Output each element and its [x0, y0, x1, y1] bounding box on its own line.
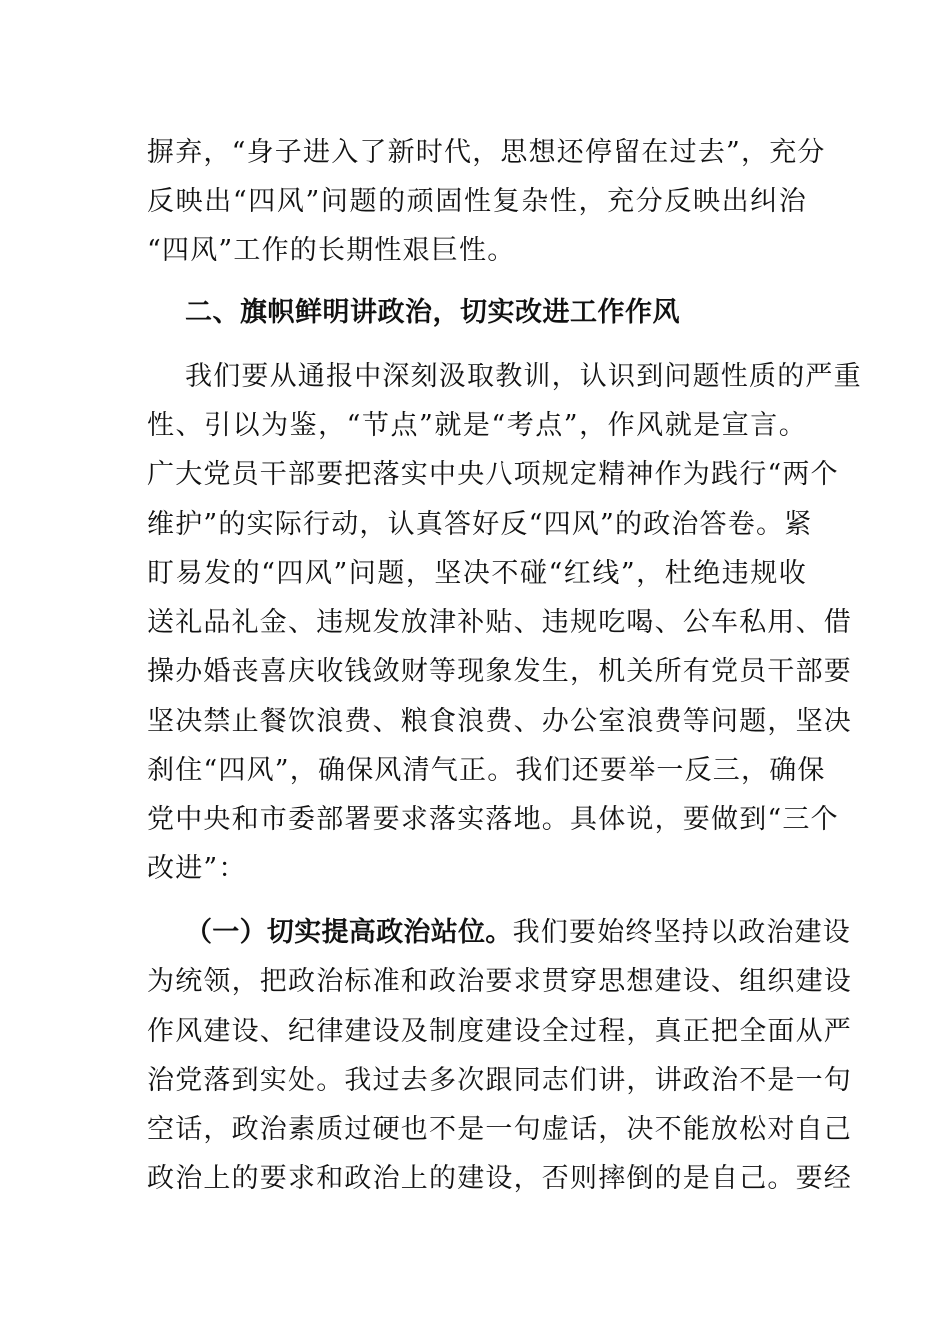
- intro-line-1: 摒弃，“身子进入了新时代，思想还停留在过去”，充分: [147, 137, 826, 168]
- paragraph-line: 送礼品礼金、违规发放津补贴、违规吃喝、公车私用、借: [147, 607, 852, 638]
- paragraph-line: 维护”的实际行动，认真答好反“四风”的政治答卷。紧: [147, 509, 813, 540]
- paragraph-line: 操办婚丧喜庆收钱敛财等现象发生，机关所有党员干部要: [147, 656, 852, 687]
- paragraph-line: 刹住“四风”，确保风清气正。我们还要举一反三，确保: [147, 755, 826, 786]
- paragraph-line: 政治上的要求和政治上的建设，否则摔倒的是自己。要经: [147, 1163, 852, 1194]
- paragraph-line: 广大党员干部要把落实中央八项规定精神作为践行“两个: [147, 459, 839, 490]
- paragraph-line: 坚决禁止餐饮浪费、粮食浪费、办公室浪费等问题，坚决: [147, 706, 852, 737]
- paragraph-line: 改进”：: [147, 853, 247, 884]
- subsection-first-line-text: 我们要始终坚持以政治建设: [512, 917, 852, 948]
- paragraph-line: 我们要从通报中深刻汲取教训，认识到问题性质的严重: [185, 361, 862, 392]
- paragraph-line: 党中央和市委部署要求落实落地。具体说，要做到“三个: [147, 804, 839, 835]
- paragraph-line: 性、引以为鉴，“节点”就是“考点”，作风就是宣言。: [147, 410, 807, 441]
- paragraph-line: 空话，政治素质过硬也不是一句虚话，决不能放松对自己: [147, 1114, 852, 1145]
- paragraph-line: 为统领，把政治标准和政治要求贯穿思想建设、组织建设: [147, 966, 852, 997]
- paragraph-line: 治党落到实处。我过去多次跟同志们讲，讲政治不是一句: [147, 1065, 852, 1096]
- intro-line-3: “四风”工作的长期性艰巨性。: [147, 235, 516, 266]
- section-heading: 二、旗帜鲜明讲政治，切实改进工作作风: [185, 297, 680, 328]
- paragraph-line: 作风建设、纪律建设及制度建设全过程，真正把全面从严: [147, 1016, 852, 1047]
- subsection-first-line: [185, 916, 852, 950]
- intro-line-2: 反映出“四风”问题的顽固性复杂性，充分反映出纠治: [147, 186, 807, 217]
- subsection-heading: （一）切实提高政治站位。: [185, 917, 513, 948]
- paragraph-line: 盯易发的“四风”问题，坚决不碰“红线”，杜绝违规收: [147, 558, 807, 589]
